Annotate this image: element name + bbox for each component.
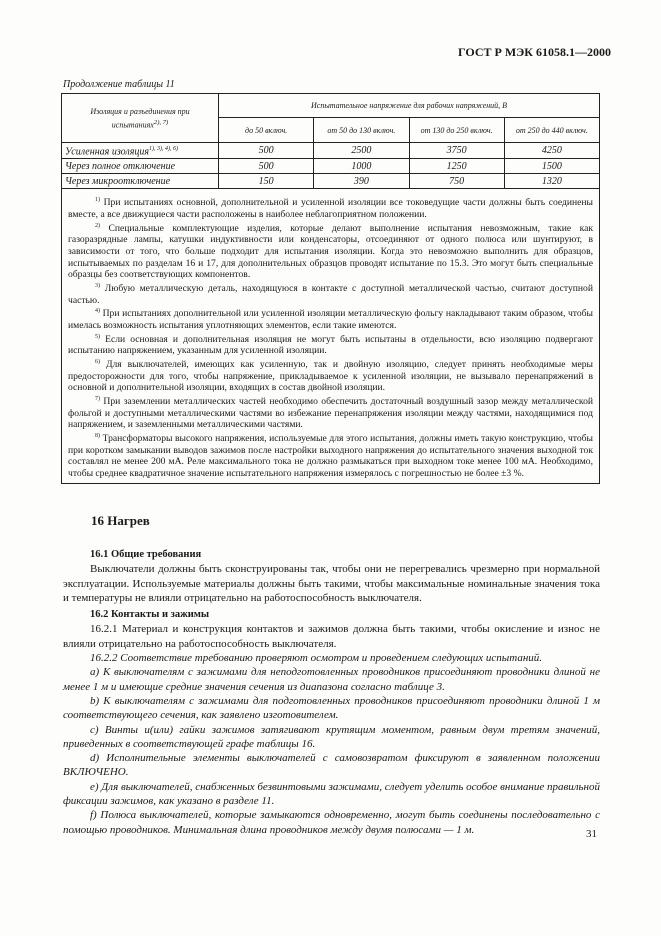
footnote: $^{5)}$ Если основная и дополнительная изоляция не могут быть испытаны в отдельности, всю изоляцию подвергают испытанию напряжением, указанным для усиленной изоляции. xyxy=(68,333,593,357)
section-title: 16 Нагрев xyxy=(91,513,150,528)
row-label: Через полное отключение xyxy=(62,159,219,174)
table-cell: 500 xyxy=(219,143,314,159)
table-footnotes xyxy=(62,189,600,484)
table-header-insulation-sup: 2), 7) xyxy=(153,118,169,126)
footnote: $^{6)}$ Для выключателей, имеющих как усиленную, так и двойную изоляцию, следует принять необходимые меры предосторожности для того, чтобы напряжение, прикладываемое к усиленной изоляции, не вызывало перенапряжений в основной и дополнительной изоляции, входящих в состав двойной изоляции. xyxy=(68,358,593,394)
table-cell: 1250 xyxy=(409,159,504,174)
page-number: 31 xyxy=(586,828,597,840)
paragraph: e) Для выключателей, снабженных безвинтовыми зажимами, следует уделить особое внимание правильной фиксации зажимов, как указано в разделе 11. xyxy=(63,780,600,808)
footnote: $^{1)}$ При испытаниях основной, дополнительной и усиленной изоляции все токоведущие части должны быть соединены вместе, а все движущиеся части расположены в наиболее неблагоприятном положении. xyxy=(68,197,593,221)
table-cell: 390 xyxy=(314,174,409,189)
table-cell: 2500 xyxy=(314,143,409,159)
table-cell: 500 xyxy=(219,159,314,174)
table-header-insulation-text: Изоляция и разъединения при испытаниях xyxy=(90,106,190,130)
footnote: $^{2)}$ Специальные комплектующие изделия, которые делают выполнение испытания невозможным, такие как газоразрядные лампы, катушки индуктивности или конденсаторы, отсоединяют от одного полюса или шунтируют, в зависимости от того, что больше подходит для испытания изоляции. Когда это невозможно выполнить для образцов, испытываемых по разделам 16 и 17, для дополнительных образцов проводят испытание по 15.3. Это могут быть специальные образцы без соответствующих компонентов. xyxy=(68,222,594,281)
section-body xyxy=(63,545,600,837)
paragraph: Выключатели должны быть сконструированы так, чтобы они не перегревались чрезмерно при нормальной эксплуатации. Используемые материалы должны быть такими, чтобы максимальные номинальные значения тока и температуры не влияли отрицательно на работоспособность выключателя. xyxy=(63,563,600,604)
test-voltage-table xyxy=(61,93,600,484)
footnote: $^{7)}$ При заземлении металлических частей необходимо обеспечить достаточный воздушный зазор между металлической фольгой и доступными металлическими частями во избежание перенапряжения изоляции между частями, находящимися под напряжением, и заземленными металлическими частями. xyxy=(68,395,594,431)
row-label: Усиленная изоляция$^{1), 3), 4), 6)}$ xyxy=(62,143,219,159)
table-cell: 1500 xyxy=(504,159,599,174)
subsection-title: 16.1 Общие требования xyxy=(90,549,202,560)
table-row xyxy=(62,143,600,159)
paragraph: d) Исполнительные элементы выключателей с самовозвратом фиксируют в заявленном положении ВКЛЮЧЕНО. xyxy=(63,752,600,779)
table-cell: 3750 xyxy=(409,143,504,159)
table-subheader: до 50 включ. xyxy=(219,118,314,143)
subsection-title: 16.2 Контакты и зажимы xyxy=(90,609,210,621)
footnote: $^{3)}$ Любую металлическую деталь, находящуюся в контакте с доступной металлической частью, считают доступной частью. xyxy=(68,282,593,306)
paragraph: 16.2.2 Соответствие требованию проверяют осмотром и проведением следующих испытаний. xyxy=(90,652,543,665)
table-cell: 4250 xyxy=(504,143,599,159)
table-cell: 1000 xyxy=(314,159,409,174)
paragraph: a) К выключателям с зажимами для неподготовленных проводников присоединяют проводники длиной не менее 1 м и имеющие средние значения сечения из диапазона согласно таблице 3. xyxy=(63,666,600,693)
table-header-insulation xyxy=(62,94,219,143)
paragraph: c) Винты и(или) гайки зажимов затягивают крутящим моментом, равным двум третям значений, приведенных в соответствующей графе таблицы 16. xyxy=(63,723,600,750)
table-cell: 750 xyxy=(409,174,504,189)
table-cell: 1320 xyxy=(504,174,599,189)
row-label: Через микроотключение xyxy=(62,174,219,189)
table-row xyxy=(62,174,600,189)
table-subheader: от 250 до 440 включ. xyxy=(504,118,599,143)
paragraph: f) Полюса выключателей, которые замыкаются одновременно, могут быть соединены последовательно с помощью проводников. Минимальная длина проводников между двумя полюсами — 1 м. xyxy=(63,809,600,836)
footnote: $^{4)}$ При испытаниях дополнительной или усиленной изоляции металлическую фольгу накладывают таким образом, чтобы имелась возможность испытания уплотняющих элементов, если такие имеются. xyxy=(68,308,593,332)
table-continuation-caption: Продолжение таблицы 11 xyxy=(63,79,175,90)
table-subheader: от 50 до 130 включ. xyxy=(314,118,409,143)
paragraph: b) К выключателям с зажимами для подготовленных проводников присоединяют проводники длиной 1 м соответствующего сечения, как заявлено изготовителем. xyxy=(63,694,600,722)
document-header: ГОСТ Р МЭК 61058.1—2000 xyxy=(458,45,611,59)
table-row xyxy=(62,159,600,174)
table-subheader: от 130 до 250 включ. xyxy=(409,118,504,143)
paragraph: 16.2.1 Материал и конструкция контактов и зажимов должна быть такими, чтобы окисление и износ не влияли отрицательно на работоспособность выключателя. xyxy=(63,623,600,650)
table-cell: 150 xyxy=(219,174,314,189)
table-header-voltage: Испытательное напряжение для рабочих напряжений, В xyxy=(219,94,600,118)
footnote: $^{8)}$ Трансформаторы высокого напряжения, используемые для этого испытания, должны иметь такую конструкцию, чтобы при коротком замыкании выводов зажимов после настройки выходного напряжения до испытательного значения выходной ток составлял не менее 200 мА. Реле максимального тока не должно размыкаться при выходном токе менее 100 мА. Необходимо, чтобы среднее квадратичное значение испытательного напряжения измерялось с погрешностью не более ±3 %. xyxy=(68,432,593,479)
